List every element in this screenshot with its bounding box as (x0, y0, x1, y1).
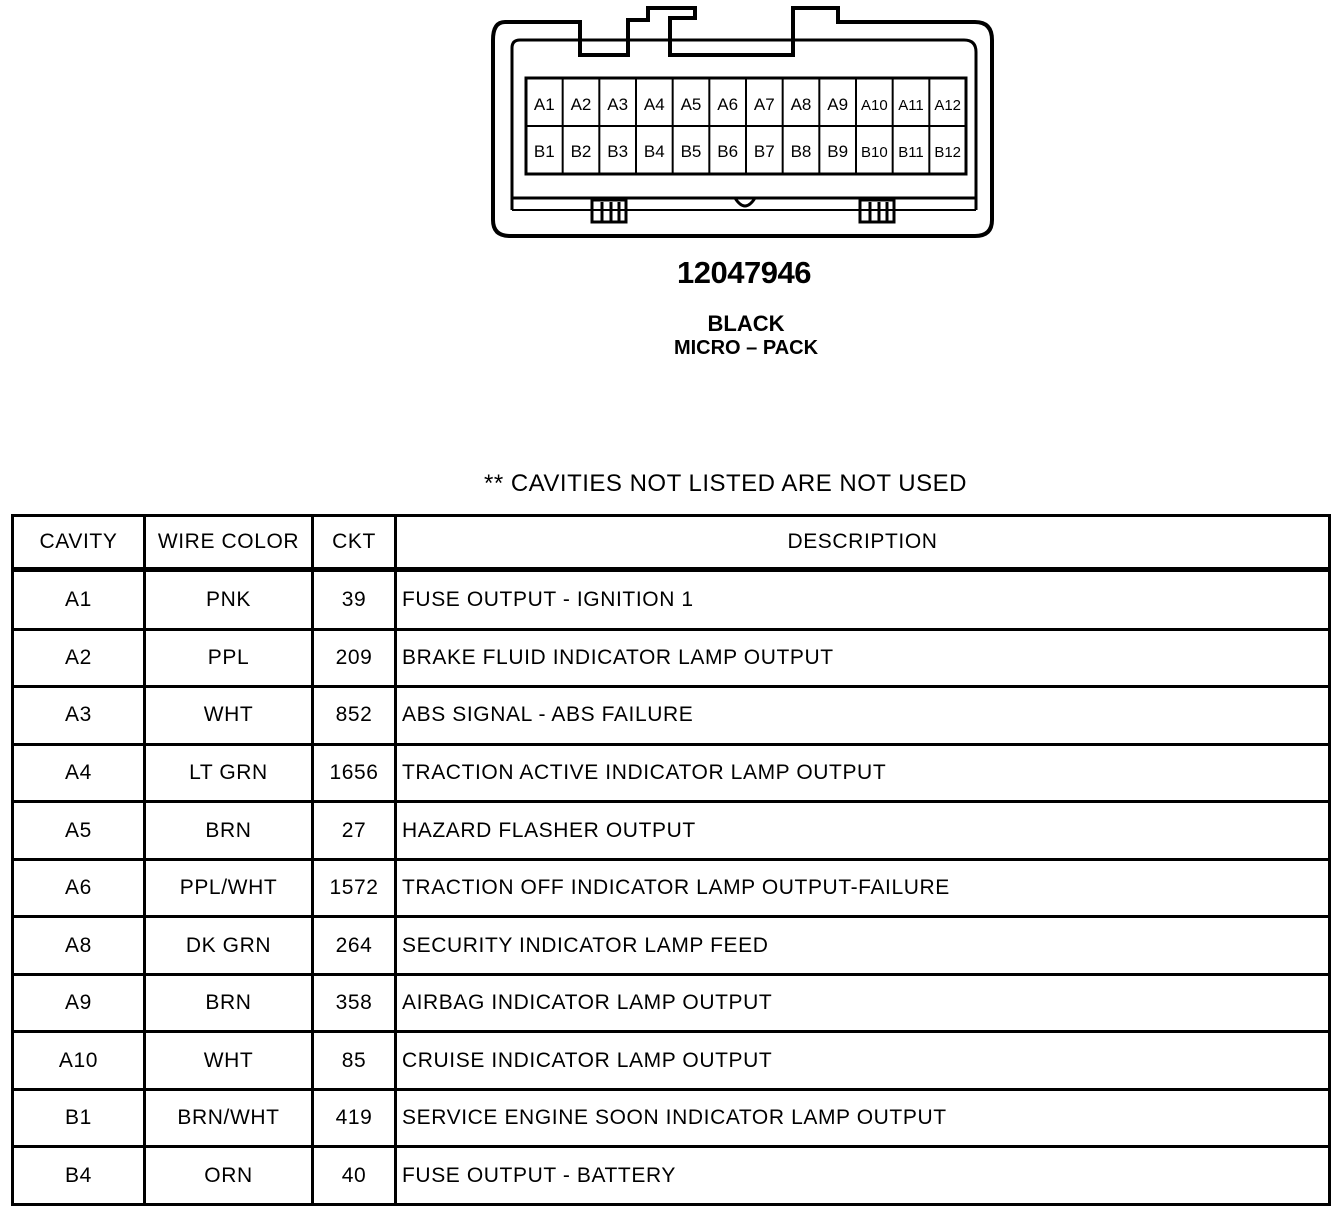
cell-description: FUSE OUTPUT - BATTERY (396, 1147, 1330, 1205)
cell-wire-color: PNK (145, 570, 313, 630)
table-row (13, 629, 1330, 687)
header-cavity: CAVITY (13, 516, 145, 570)
cavities-note: ** CAVITIES NOT LISTED ARE NOT USED (484, 470, 967, 497)
cavity-label: A11 (898, 97, 924, 114)
table-row (13, 859, 1330, 917)
cell-wire-color: PPL (145, 629, 313, 687)
cavity-label: B4 (643, 142, 665, 161)
cell-cavity: A5 (13, 802, 145, 860)
cavity-label: B12 (934, 144, 962, 161)
cell-description: FUSE OUTPUT - IGNITION 1 (396, 570, 1330, 630)
cell-description: SECURITY INDICATOR LAMP FEED (396, 917, 1330, 975)
cell-cavity: A3 (13, 687, 145, 745)
cavity-label: A2 (570, 95, 592, 114)
cell-cavity: A2 (13, 629, 145, 687)
table-row (13, 1089, 1330, 1147)
cell-wire-color: DK GRN (145, 917, 313, 975)
cell-cavity: B1 (13, 1089, 145, 1147)
cavity-label: A9 (827, 95, 849, 114)
cavity-label: B9 (827, 142, 849, 161)
cell-description: ABS SIGNAL - ABS FAILURE (396, 687, 1330, 745)
cavity-label: A12 (934, 97, 962, 114)
table-row (13, 570, 1330, 630)
cavity-label: B11 (898, 144, 924, 161)
cell-ckt: 852 (313, 687, 396, 745)
cavity-label: B5 (680, 142, 702, 161)
table-row (13, 802, 1330, 860)
connector-diagram (0, 0, 1344, 250)
cavity-label: A4 (643, 95, 665, 114)
table-row (13, 1032, 1330, 1090)
pinout-table (11, 514, 1331, 1206)
cavity-label: B8 (790, 142, 812, 161)
cavity-label: A1 (533, 95, 555, 114)
cell-cavity: A6 (13, 859, 145, 917)
cell-wire-color: BRN (145, 802, 313, 860)
cell-wire-color: ORN (145, 1147, 313, 1205)
cell-ckt: 419 (313, 1089, 396, 1147)
table-header-row (13, 516, 1330, 570)
cell-ckt: 1572 (313, 859, 396, 917)
cell-ckt: 85 (313, 1032, 396, 1090)
table-row (13, 974, 1330, 1032)
cavity-label: A5 (680, 95, 702, 114)
cell-description: HAZARD FLASHER OUTPUT (396, 802, 1330, 860)
header-ckt: CKT (313, 516, 396, 570)
cell-wire-color: PPL/WHT (145, 859, 313, 917)
cell-cavity: A10 (13, 1032, 145, 1090)
cell-cavity: A1 (13, 570, 145, 630)
cell-ckt: 1656 (313, 744, 396, 802)
connector-type: MICRO – PACK (673, 337, 819, 359)
cell-ckt: 358 (313, 974, 396, 1032)
cavity-label: B3 (607, 142, 629, 161)
cell-ckt: 264 (313, 917, 396, 975)
cell-wire-color: WHT (145, 1032, 313, 1090)
cell-cavity: B4 (13, 1147, 145, 1205)
cell-cavity: A4 (13, 744, 145, 802)
cavity-label: A6 (717, 95, 739, 114)
table-row (13, 744, 1330, 802)
header-wire-color: WIRE COLOR (145, 516, 313, 570)
cell-cavity: A9 (13, 974, 145, 1032)
cell-ckt: 209 (313, 629, 396, 687)
cell-wire-color: LT GRN (145, 744, 313, 802)
cell-description: TRACTION ACTIVE INDICATOR LAMP OUTPUT (396, 744, 1330, 802)
connector-housing (493, 8, 992, 236)
cavity-label: B7 (753, 142, 775, 161)
cell-description: TRACTION OFF INDICATOR LAMP OUTPUT-FAILURE (396, 859, 1330, 917)
cell-ckt: 39 (313, 570, 396, 630)
cavity-label: A3 (607, 95, 629, 114)
cell-wire-color: BRN/WHT (145, 1089, 313, 1147)
cavity-label: B1 (533, 142, 555, 161)
cavity-label: A7 (753, 95, 775, 114)
cavity-label: A8 (790, 95, 812, 114)
table-row (13, 687, 1330, 745)
cell-wire-color: WHT (145, 687, 313, 745)
table-row (13, 1147, 1330, 1205)
cell-wire-color: BRN (145, 974, 313, 1032)
cell-ckt: 40 (313, 1147, 396, 1205)
connector-color: BLACK (707, 311, 785, 336)
table-row (13, 917, 1330, 975)
cell-ckt: 27 (313, 802, 396, 860)
cell-description: BRAKE FLUID INDICATOR LAMP OUTPUT (396, 629, 1330, 687)
cell-description: CRUISE INDICATOR LAMP OUTPUT (396, 1032, 1330, 1090)
cell-cavity: A8 (13, 917, 145, 975)
cavity-label: B2 (570, 142, 592, 161)
cell-description: AIRBAG INDICATOR LAMP OUTPUT (396, 974, 1330, 1032)
part-number: 12047946 (677, 255, 811, 290)
header-description: DESCRIPTION (396, 516, 1330, 570)
cell-description: SERVICE ENGINE SOON INDICATOR LAMP OUTPUT (396, 1089, 1330, 1147)
cavity-label: B6 (717, 142, 739, 161)
cavity-label: A10 (860, 97, 888, 114)
cavity-label: B10 (860, 144, 888, 161)
